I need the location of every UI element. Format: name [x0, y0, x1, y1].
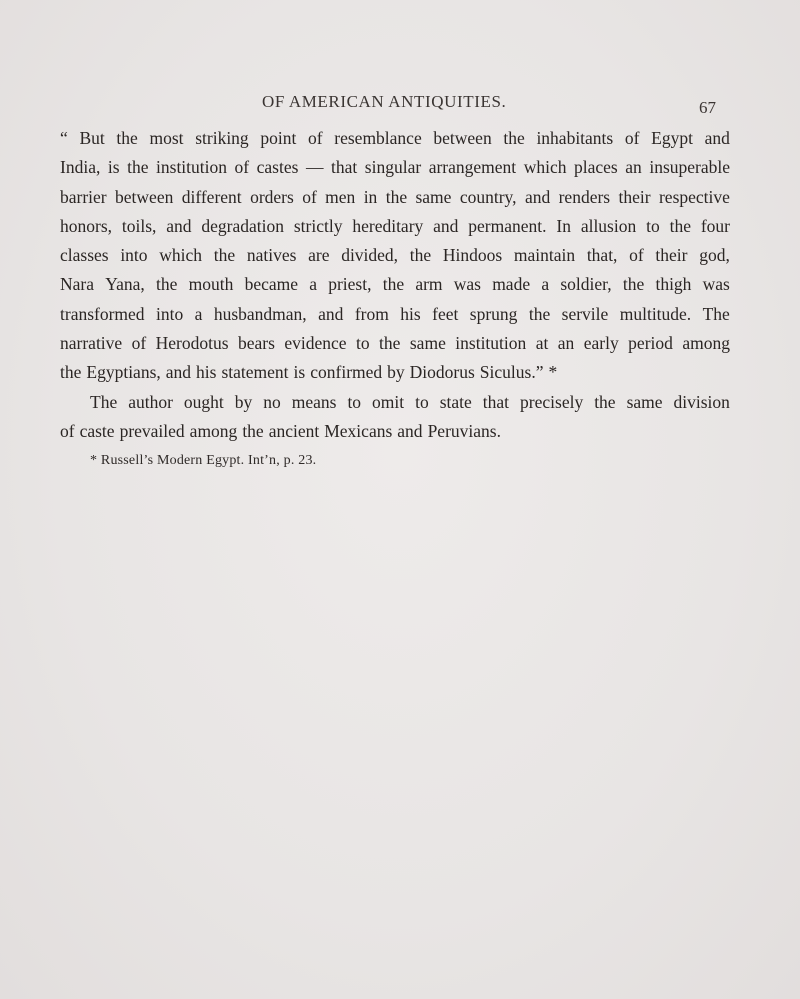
- text-line: transformed into a husbandman, and from his feet sprung the servile multitude. The: [60, 303, 730, 324]
- running-head: OF AMERICAN ANTIQUITIES.: [262, 92, 507, 111]
- text-line: The author ought by no means to omit to state that precisely the same division: [90, 391, 730, 412]
- text-line: India, is the institution of castes — that singular arrangement which places an insuperable: [60, 157, 730, 178]
- footnote: * Russell’s Modern Egypt. Int’n, p. 23.: [90, 453, 317, 468]
- page-number: 67: [699, 98, 716, 117]
- text-line: “ But the most striking point of resemblance between the inhabitants of Egypt and: [60, 128, 730, 148]
- text-line: of caste prevailed among the ancient Mexicans and Peruvians.: [60, 420, 501, 441]
- body-text: [60, 124, 730, 446]
- text-line: Nara Yana, the mouth became a priest, the arm was made a soldier, the thigh was: [60, 274, 730, 295]
- text-line: the Egyptians, and his statement is confirmed by Diodorus Siculus.” *: [60, 362, 558, 383]
- text-line: honors, toils, and degradation strictly hereditary and permanent. In allusion to the four: [60, 215, 730, 236]
- text-line: classes into which the natives are divided, the Hindoos maintain that, of their god,: [60, 245, 730, 266]
- text-line: narrative of Herodotus bears evidence to the same institution at an early period among: [60, 333, 730, 354]
- text-line: barrier between different orders of men in the same country, and renders their respective: [60, 186, 730, 207]
